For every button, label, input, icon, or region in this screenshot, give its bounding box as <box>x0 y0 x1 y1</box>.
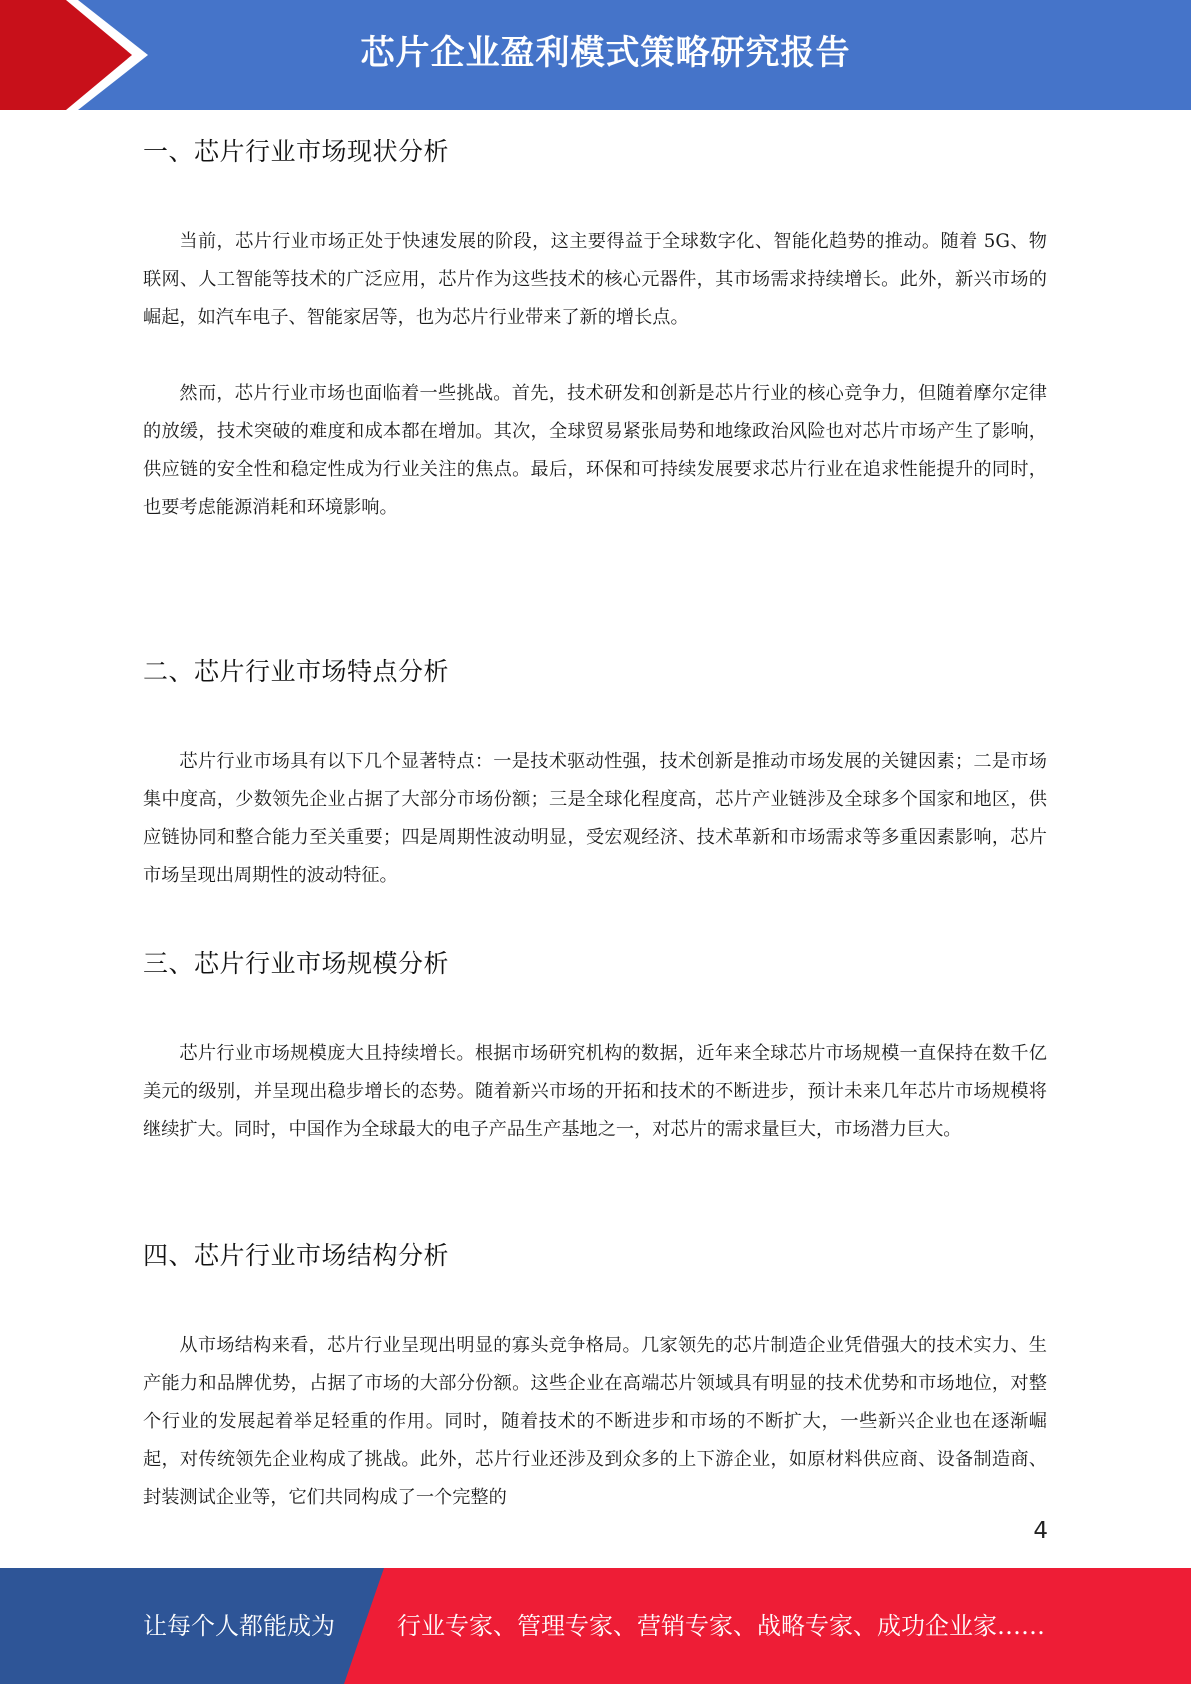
section-2-paragraph-1: 芯片行业市场具有以下几个显著特点：一是技术驱动性强，技术创新是推动市场发展的关键因素；二是市场集中度高，少数领先企业占据了大部分市场份额；三是全球化程度高，芯片产业链涉及全球多个国家和地区，供应链协同和整合能力至关重要；四是周期性波动明显，受宏观经济、技术革新和市场需求等多重因素影响，芯片市场呈现出周期性的波动特征。 <box>143 751 1047 886</box>
section-1-paragraph-1: 当前，芯片行业市场正处于快速发展的阶段，这主要得益于全球数字化、智能化趋势的推动。随着 5G、物联网、人工智能等技术的广泛应用，芯片作为这些技术的核心元器件，其市场需求持续增长。此外，新兴市场的崛起，如汽车电子、智能家居等，也为芯片行业带来了新的增长点。 <box>143 231 1047 328</box>
page-number: 4 <box>1033 1518 1048 1544</box>
document-title: 芯片企业盈利模式策略研究报告 <box>360 33 851 73</box>
section-heading-2: 二、芯片行业市场特点分析 <box>143 657 450 686</box>
section-heading-1: 一、芯片行业市场现状分析 <box>143 137 450 166</box>
section-3-paragraph-1: 芯片行业市场规模庞大且持续增长。根据市场研究机构的数据，近年来全球芯片市场规模一直保持在数千亿美元的级别，并呈现出稳步增长的态势。随着新兴市场的开拓和技术的不断进步，预计未来几年芯片市场规模将继续扩大。同时，中国作为全球最大的电子产品生产基地之一，对芯片的需求量巨大，市场潜力巨大。 <box>143 1043 1047 1140</box>
section-heading-3: 三、芯片行业市场规模分析 <box>143 949 450 978</box>
header-band <box>0 0 1191 110</box>
section-1-paragraph-2: 然而，芯片行业市场也面临着一些挑战。首先，技术研发和创新是芯片行业的核心竞争力，但随着摩尔定律的放缓，技术突破的难度和成本都在增加。其次，全球贸易紧张局势和地缘政治风险也对芯片市场产生了影响，供应链的安全性和稳定性成为行业关注的焦点。最后，环保和可持续发展要求芯片行业在追求性能提升的同时，也要考虑能源消耗和环境影响。 <box>143 383 1047 518</box>
footer-slogan-right: 行业专家、管理专家、营销专家、战略专家、成功企业家…… <box>397 1612 1045 1640</box>
section-heading-4: 四、芯片行业市场结构分析 <box>143 1241 450 1270</box>
footer-band <box>0 1568 1191 1684</box>
footer-slogan-left: 让每个人都能成为 <box>143 1612 335 1640</box>
section-4-paragraph-1: 从市场结构来看，芯片行业呈现出明显的寡头竞争格局。几家领先的芯片制造企业凭借强大的技术实力、生产能力和品牌优势，占据了市场的大部分份额。这些企业在高端芯片领域具有明显的技术优势和市场地位，对整个行业的发展起着举足轻重的作用。同时，随着技术的不断进步和市场的不断扩大，一些新兴企业也在逐渐崛起，对传统领先企业构成了挑战。此外，芯片行业还涉及到众多的上下游企业，如原材料供应商、设备制造商、封装测试企业等，它们共同构成了一个完整的 <box>143 1335 1047 1508</box>
